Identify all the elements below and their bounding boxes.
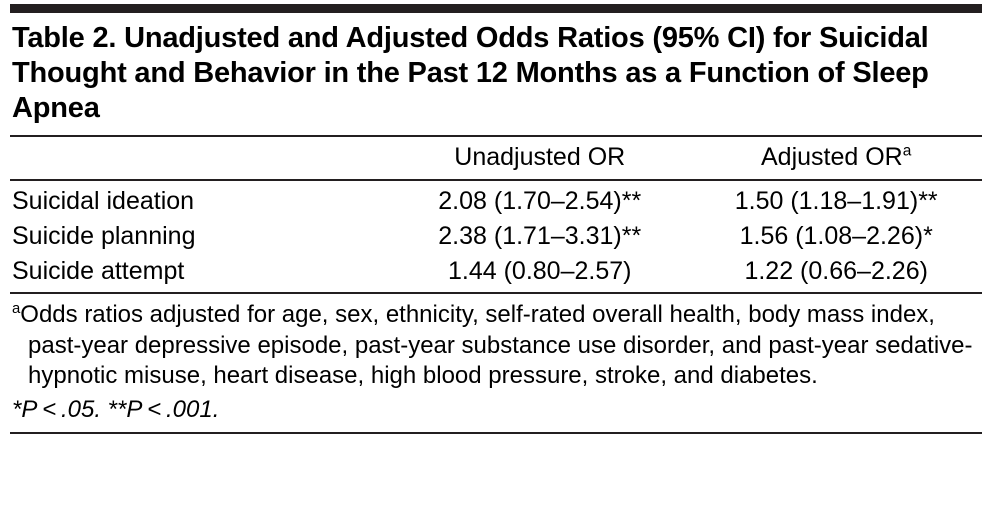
column-header-adjusted (690, 137, 982, 179)
footnote-significance (12, 393, 980, 426)
table-header-row (10, 137, 982, 179)
cell-unadjusted-suicidal-ideation: 2.08 (1.70–2.54)** (438, 187, 642, 216)
cell-adjusted-suicide-attempt: 1.22 (0.66–2.26) (744, 257, 928, 286)
footnote-a (12, 298, 980, 392)
odds-ratio-table (10, 137, 982, 179)
table-container (0, 4, 992, 434)
odds-ratio-table-body (10, 184, 982, 289)
cell-adjusted-suicide-planning: 1.56 (1.08–2.26)* (739, 222, 933, 251)
table-top-rule (10, 4, 982, 13)
row-label-suicide-planning: Suicide planning (12, 222, 196, 251)
column-header-unadjusted: Unadjusted OR (454, 143, 626, 172)
table-body (10, 184, 982, 289)
column-header-adjusted-footnote-marker: a (902, 143, 912, 161)
footnote-significance-text: *P < .05. **P < .001. (12, 395, 220, 423)
table-row (10, 219, 982, 254)
cell-unadjusted-suicide-attempt: 1.44 (0.80–2.57) (447, 257, 632, 286)
cell-unadjusted-suicide-planning: 2.38 (1.71–3.31)** (438, 222, 642, 251)
column-header-outcome (10, 137, 389, 179)
footnote-a-marker: a (12, 301, 21, 318)
table-bottom-rule (10, 432, 982, 434)
cell-adjusted-suicidal-ideation: 1.50 (1.18–1.91)** (734, 187, 938, 216)
row-label-suicide-attempt: Suicide attempt (12, 257, 185, 286)
row-label-suicidal-ideation: Suicidal ideation (12, 187, 195, 216)
table-row (10, 254, 982, 289)
table-caption: Table 2. Unadjusted and Adjusted Odds Ratios (95% CI) for Suicidal Thought and Behavior in the Past 12 Months as a Function of Sleep Apnea (12, 22, 929, 124)
table-footnotes (10, 294, 982, 432)
table-head (10, 137, 982, 179)
column-header-adjusted-label: Adjusted OR (761, 143, 903, 172)
footnote-a-text: Odds ratios adjusted for age, sex, ethnicity, self-rated overall health, body mass index, past-year depressive episode, past-year substance use disorder, and past-year sedative-hypnotic misuse, heart disease, high blood pressure, stroke, and diabetes. (20, 301, 973, 390)
table-row (10, 184, 982, 219)
